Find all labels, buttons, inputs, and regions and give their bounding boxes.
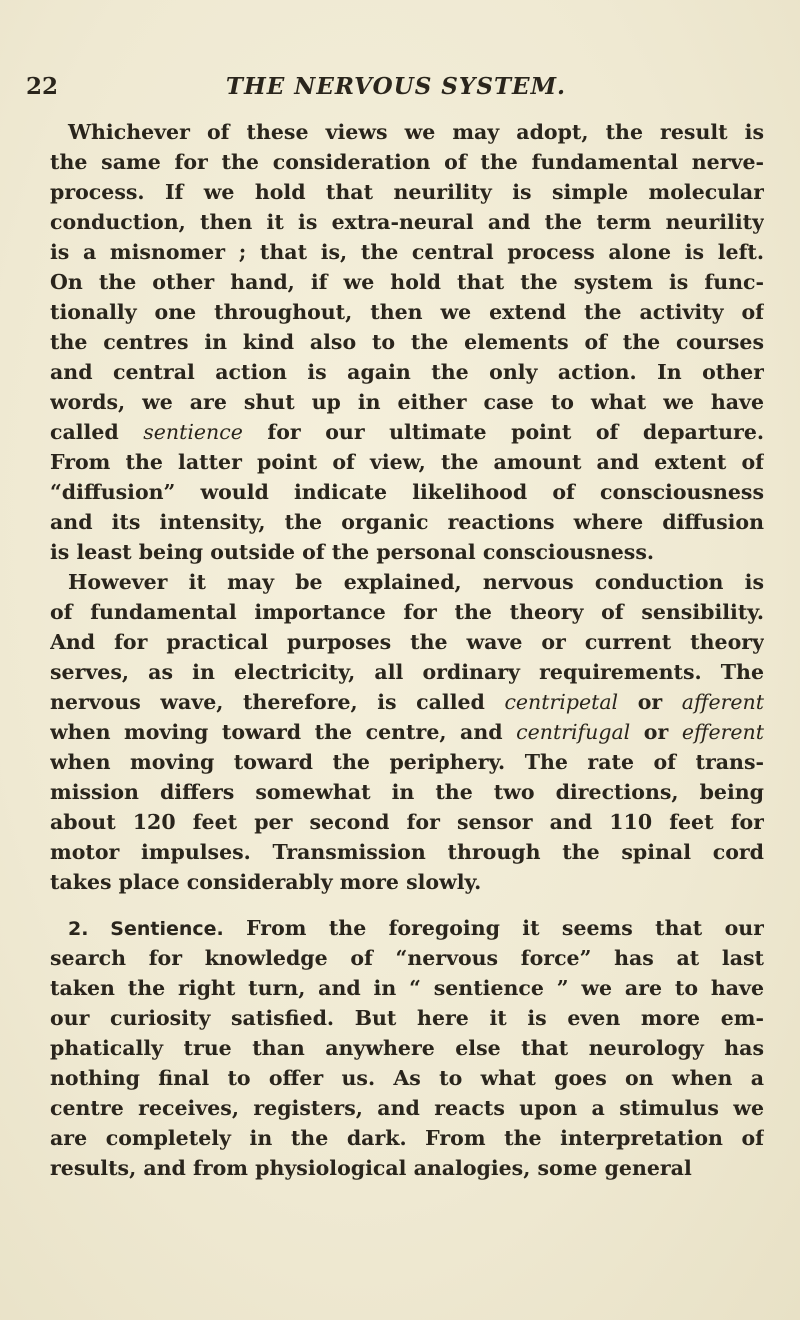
text-line: is a misnomer ; that is, the central process alone is left. [50, 240, 764, 264]
italic-term-efferent: efferent [681, 720, 764, 744]
page-number: 22 [26, 73, 59, 100]
text-line [50, 687, 764, 717]
text-line: tionally one throughout, then we extend the activity of [50, 300, 764, 324]
text-line: about 120 feet per second for sensor and 110 feet for [50, 810, 764, 834]
page-header [26, 72, 766, 102]
paragraph-gap [50, 897, 764, 913]
text-line: takes place considerably more slowly. [50, 870, 482, 894]
text-line: the centres in kind also to the elements of the courses [50, 330, 764, 354]
section-lead-sentience: 2. Sentience. [68, 918, 224, 940]
text-run: or [618, 690, 682, 714]
italic-term-sentience: sentience [143, 420, 243, 444]
text-line: “diffusion” would indicate likelihood of consciousness [50, 480, 764, 504]
text-line: motor impulses. Transmission through the spinal cord [50, 840, 764, 864]
text-line: and central action is again the only action. In other [50, 360, 764, 384]
text-line: search for knowledge of “nervous force” has at last [50, 946, 764, 970]
italic-term-afferent: afferent [681, 690, 764, 714]
italic-term-centripetal: centripetal [504, 690, 619, 714]
text-line: centre receives, registers, and reacts upon a stimulus we [50, 1096, 764, 1120]
text-run: for our ultimate point of departure. [242, 420, 764, 444]
italic-term-centrifugal: centrifugal [516, 720, 631, 744]
text-line: Whichever of these views we may adopt, the result is [68, 120, 764, 144]
text-line: results, and from physiological analogies, some general [50, 1156, 692, 1180]
text-line [50, 913, 764, 943]
text-line: And for practical purposes the wave or current theory [50, 630, 764, 654]
text-line: serves, as in electricity, all ordinary requirements. The [50, 660, 764, 684]
text-run: when moving toward the centre, and [50, 720, 517, 744]
text-line: is least being outside of the personal consciousness. [50, 540, 654, 564]
text-run: called [50, 420, 144, 444]
text-run: nervous wave, therefore, is called [50, 690, 505, 714]
text-line [50, 417, 764, 447]
text-line: when moving toward the periphery. The rate of trans- [50, 750, 764, 774]
running-head: THE NERVOUS SYSTEM. [225, 73, 567, 100]
text-line [50, 717, 764, 747]
text-line: of fundamental importance for the theory of sensibility. [50, 600, 764, 624]
body-text [50, 117, 764, 1183]
text-line: taken the right turn, and in “ sentience ” we are to have [50, 976, 764, 1000]
text-line: words, we are shut up in either case to what we have [50, 390, 764, 414]
text-line: process. If we hold that neurility is simple molecular [50, 180, 764, 204]
text-line: phatically true than anywhere else that neurology has [50, 1036, 764, 1060]
text-line: From the latter point of view, the amount and extent of [50, 450, 764, 474]
text-run: From the foregoing it seems that our [223, 916, 764, 940]
text-line: However it may be explained, nervous conduction is [68, 570, 764, 594]
text-line: and its intensity, the organic reactions where diffusion [50, 510, 764, 534]
text-line: On the other hand, if we hold that the system is func- [50, 270, 764, 294]
text-line: are completely in the dark. From the interpretation of [50, 1126, 764, 1150]
text-run: or [630, 720, 682, 744]
text-line: conduction, then it is extra-neural and the term neurility [50, 210, 764, 234]
text-line: nothing final to offer us. As to what goes on when a [50, 1066, 764, 1090]
text-line: our curiosity satisfied. But here it is even more em- [50, 1006, 764, 1030]
text-line: the same for the consideration of the fundamental nerve- [50, 150, 764, 174]
text-line: mission differs somewhat in the two directions, being [50, 780, 764, 804]
